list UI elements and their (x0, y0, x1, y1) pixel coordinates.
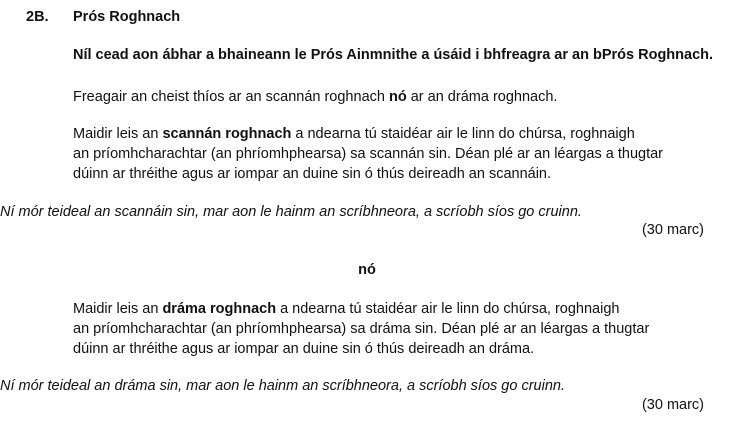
film-question (73, 124, 663, 184)
drama-question-line-1 (73, 299, 649, 319)
answer-instruction-post: ar an dráma roghnach. (406, 89, 558, 105)
film-line1-bold: scannán roghnach (162, 126, 292, 142)
film-marks: (30 marc) (641, 222, 704, 238)
instruction-text: Níl cead aon ábhar a bhaineann le Prós Ainmnithe a úsáid i bhfreagra ar an bPrós Roghnach. (73, 47, 714, 63)
or-separator: nó (358, 262, 376, 278)
film-line1-pre: Maidir leis an (73, 126, 163, 142)
drama-question-line-3: dúinn ar thréithe agus ar iompar an duine sin ó thús deireadh an dráma. (73, 341, 535, 357)
drama-question (73, 299, 649, 359)
drama-requirement: Ní mór teideal an dráma sin, mar aon le hainm an scríbhneora, a scríobh síos go cruinn. (0, 378, 565, 394)
drama-line1-bold: dráma roghnach (162, 301, 277, 317)
film-question-line-2: an príomhcharachtar (an phríomhphearsa) sa scannán sin. Déan plé ar an léargas a thugtar (73, 146, 664, 162)
drama-question-line-2: an príomhcharachtar (an phríomhphearsa) sa dráma sin. Déan plé ar an léargas a thugtar (73, 321, 650, 337)
question-number: 2B. (26, 9, 49, 25)
drama-line1-pre: Maidir leis an (73, 301, 163, 317)
drama-marks: (30 marc) (641, 397, 704, 413)
film-question-line-3: dúinn ar thréithe agus ar iompar an duine sin ó thús deireadh an scannáin. (73, 166, 552, 182)
film-requirement: Ní mór teideal an scannáin sin, mar aon le hainm an scríbhneora, a scríobh síos go cruinn. (0, 204, 582, 220)
answer-instruction (73, 87, 557, 107)
drama-line1-post: a ndearna tú staidéar air le linn do chúrsa, roghnaigh (276, 301, 620, 317)
answer-instruction-or: nó (388, 89, 407, 105)
answer-instruction-pre: Freagair an cheist thíos ar an scannán roghnach (73, 89, 389, 105)
question-title: Prós Roghnach (73, 9, 181, 25)
film-line1-post: a ndearna tú staidéar air le linn do chúrsa, roghnaigh (291, 126, 635, 142)
film-question-line-1 (73, 124, 663, 144)
